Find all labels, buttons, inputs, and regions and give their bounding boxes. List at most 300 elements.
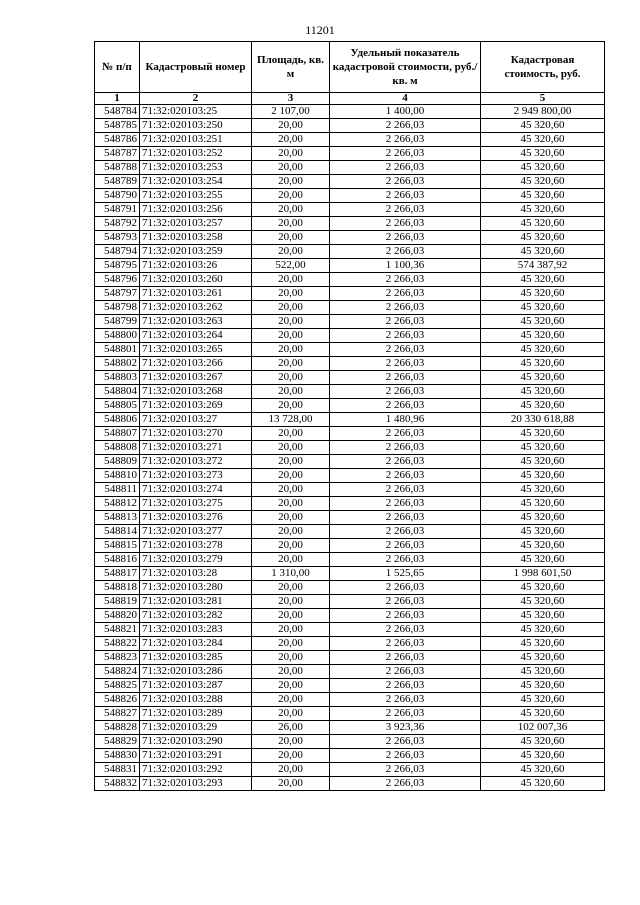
row-index-cell: 548798: [95, 301, 140, 315]
cadastral-value-cell: 45 320,60: [481, 497, 605, 511]
row-index-cell: 548792: [95, 217, 140, 231]
cadastral-number-cell: 71:32:020103:257: [140, 217, 252, 231]
header-area: Площадь, кв. м: [252, 42, 330, 93]
unit-value-cell: 2 266,03: [330, 189, 481, 203]
cadastral-value-cell: 45 320,60: [481, 749, 605, 763]
area-cell: 20,00: [252, 763, 330, 777]
cadastral-number-cell: 71:32:020103:282: [140, 609, 252, 623]
table-row: [95, 189, 605, 203]
cadastral-number-cell: 71:32:020103:287: [140, 679, 252, 693]
area-cell: 20,00: [252, 623, 330, 637]
row-index-cell: 548818: [95, 581, 140, 595]
table-row: [95, 329, 605, 343]
table-row: [95, 441, 605, 455]
unit-value-cell: 2 266,03: [330, 343, 481, 357]
area-cell: 20,00: [252, 203, 330, 217]
unit-value-cell: 2 266,03: [330, 399, 481, 413]
unit-value-cell: 2 266,03: [330, 679, 481, 693]
row-index-cell: 548822: [95, 637, 140, 651]
table-row: [95, 567, 605, 581]
row-index-cell: 548807: [95, 427, 140, 441]
area-cell: 20,00: [252, 357, 330, 371]
row-index-cell: 548832: [95, 777, 140, 791]
row-index-cell: 548812: [95, 497, 140, 511]
cadastral-number-cell: 71:32:020103:263: [140, 315, 252, 329]
table-row: [95, 623, 605, 637]
table-row: [95, 413, 605, 427]
cadastral-number-cell: 71:32:020103:274: [140, 483, 252, 497]
table-row: [95, 679, 605, 693]
row-index-cell: 548800: [95, 329, 140, 343]
row-index-cell: 548795: [95, 259, 140, 273]
cadastral-number-cell: 71:32:020103:251: [140, 133, 252, 147]
cadastral-value-cell: 45 320,60: [481, 623, 605, 637]
cadastral-value-cell: 45 320,60: [481, 189, 605, 203]
area-cell: 1 310,00: [252, 567, 330, 581]
table-row: [95, 203, 605, 217]
row-index-cell: 548786: [95, 133, 140, 147]
row-index-cell: 548805: [95, 399, 140, 413]
unit-value-cell: 3 923,36: [330, 721, 481, 735]
area-cell: 20,00: [252, 231, 330, 245]
cadastral-value-cell: 45 320,60: [481, 147, 605, 161]
row-index-cell: 548788: [95, 161, 140, 175]
cadastral-number-cell: 71:32:020103:291: [140, 749, 252, 763]
row-index-cell: 548810: [95, 469, 140, 483]
cadastral-number-cell: 71:32:020103:252: [140, 147, 252, 161]
cadastral-value-cell: 45 320,60: [481, 553, 605, 567]
unit-value-cell: 2 266,03: [330, 609, 481, 623]
area-cell: 20,00: [252, 469, 330, 483]
table-row: [95, 161, 605, 175]
column-number: 4: [330, 93, 481, 105]
cadastral-value-cell: 574 387,92: [481, 259, 605, 273]
cadastral-value-cell: 45 320,60: [481, 399, 605, 413]
cadastral-number-cell: 71:32:020103:259: [140, 245, 252, 259]
unit-value-cell: 2 266,03: [330, 469, 481, 483]
area-cell: 20,00: [252, 455, 330, 469]
area-cell: 522,00: [252, 259, 330, 273]
unit-value-cell: 2 266,03: [330, 539, 481, 553]
row-index-cell: 548826: [95, 693, 140, 707]
area-cell: 26,00: [252, 721, 330, 735]
unit-value-cell: 2 266,03: [330, 525, 481, 539]
unit-value-cell: 1 525,65: [330, 567, 481, 581]
table-row: [95, 707, 605, 721]
area-cell: 20,00: [252, 497, 330, 511]
row-index-cell: 548803: [95, 371, 140, 385]
column-number: 5: [481, 93, 605, 105]
area-cell: 20,00: [252, 147, 330, 161]
cadastral-number-cell: 71:32:020103:267: [140, 371, 252, 385]
area-cell: 2 107,00: [252, 105, 330, 119]
cadastral-value-cell: 45 320,60: [481, 133, 605, 147]
row-index-cell: 548790: [95, 189, 140, 203]
cadastral-value-cell: 45 320,60: [481, 735, 605, 749]
row-index-cell: 548796: [95, 273, 140, 287]
row-index-cell: 548797: [95, 287, 140, 301]
area-cell: 20,00: [252, 133, 330, 147]
cadastral-value-cell: 45 320,60: [481, 469, 605, 483]
cadastral-number-cell: 71:32:020103:293: [140, 777, 252, 791]
unit-value-cell: 2 266,03: [330, 357, 481, 371]
row-index-cell: 548828: [95, 721, 140, 735]
cadastral-number-cell: 71:32:020103:289: [140, 707, 252, 721]
area-cell: 20,00: [252, 735, 330, 749]
table-row: [95, 721, 605, 735]
unit-value-cell: 2 266,03: [330, 175, 481, 189]
cadastral-number-cell: 71:32:020103:29: [140, 721, 252, 735]
unit-value-cell: 2 266,03: [330, 777, 481, 791]
header-index: № п/п: [95, 42, 140, 93]
table-row: [95, 735, 605, 749]
header-row: [95, 42, 605, 93]
table-row: [95, 385, 605, 399]
unit-value-cell: 1 100,36: [330, 259, 481, 273]
cadastral-value-cell: 45 320,60: [481, 777, 605, 791]
area-cell: 20,00: [252, 651, 330, 665]
unit-value-cell: 2 266,03: [330, 651, 481, 665]
cadastral-value-cell: 45 320,60: [481, 217, 605, 231]
row-index-cell: 548815: [95, 539, 140, 553]
unit-value-cell: 2 266,03: [330, 119, 481, 133]
unit-value-cell: 2 266,03: [330, 735, 481, 749]
cadastral-value-cell: 45 320,60: [481, 483, 605, 497]
row-index-cell: 548821: [95, 623, 140, 637]
row-index-cell: 548784: [95, 105, 140, 119]
cadastral-value-cell: 45 320,60: [481, 637, 605, 651]
cadastral-value-cell: 2 949 800,00: [481, 105, 605, 119]
unit-value-cell: 2 266,03: [330, 623, 481, 637]
header-cadastral-value: Кадастровая стоимость, руб.: [481, 42, 605, 93]
area-cell: 20,00: [252, 385, 330, 399]
table-row: [95, 553, 605, 567]
area-cell: 20,00: [252, 707, 330, 721]
cadastral-value-cell: 45 320,60: [481, 609, 605, 623]
column-number: 3: [252, 93, 330, 105]
cadastral-number-cell: 71:32:020103:266: [140, 357, 252, 371]
cadastral-value-cell: 45 320,60: [481, 441, 605, 455]
table-row: [95, 147, 605, 161]
table-row: [95, 175, 605, 189]
cadastral-value-cell: 45 320,60: [481, 595, 605, 609]
cadastral-value-cell: 45 320,60: [481, 357, 605, 371]
table-row: [95, 455, 605, 469]
column-number-row: [95, 93, 605, 105]
area-cell: 20,00: [252, 665, 330, 679]
header-cadastral-number: Кадастровый номер: [140, 42, 252, 93]
row-index-cell: 548825: [95, 679, 140, 693]
table-row: [95, 497, 605, 511]
row-index-cell: 548789: [95, 175, 140, 189]
cadastral-value-cell: 45 320,60: [481, 161, 605, 175]
unit-value-cell: 2 266,03: [330, 763, 481, 777]
cadastral-value-cell: 45 320,60: [481, 329, 605, 343]
area-cell: 20,00: [252, 315, 330, 329]
cadastral-value-cell: 45 320,60: [481, 693, 605, 707]
table-row: [95, 427, 605, 441]
row-index-cell: 548809: [95, 455, 140, 469]
area-cell: 20,00: [252, 175, 330, 189]
unit-value-cell: 2 266,03: [330, 553, 481, 567]
cadastral-value-cell: 45 320,60: [481, 301, 605, 315]
cadastral-number-cell: 71:32:020103:270: [140, 427, 252, 441]
area-cell: 20,00: [252, 161, 330, 175]
table-row: [95, 763, 605, 777]
area-cell: 20,00: [252, 749, 330, 763]
unit-value-cell: 2 266,03: [330, 147, 481, 161]
table-row: [95, 217, 605, 231]
area-cell: 20,00: [252, 441, 330, 455]
area-cell: 20,00: [252, 273, 330, 287]
cadastral-number-cell: 71:32:020103:27: [140, 413, 252, 427]
area-cell: 20,00: [252, 511, 330, 525]
table-row: [95, 693, 605, 707]
table-row: [95, 315, 605, 329]
table-row: [95, 357, 605, 371]
cadastral-value-cell: 45 320,60: [481, 525, 605, 539]
cadastral-value-cell: 45 320,60: [481, 119, 605, 133]
area-cell: 20,00: [252, 371, 330, 385]
table-row: [95, 287, 605, 301]
row-index-cell: 548816: [95, 553, 140, 567]
row-index-cell: 548827: [95, 707, 140, 721]
cadastral-number-cell: 71:32:020103:261: [140, 287, 252, 301]
table-row: [95, 245, 605, 259]
column-number: 2: [140, 93, 252, 105]
cadastral-number-cell: 71:32:020103:283: [140, 623, 252, 637]
unit-value-cell: 2 266,03: [330, 749, 481, 763]
cadastral-value-cell: 45 320,60: [481, 245, 605, 259]
row-index-cell: 548830: [95, 749, 140, 763]
cadastral-value-cell: 45 320,60: [481, 231, 605, 245]
row-index-cell: 548791: [95, 203, 140, 217]
cadastral-number-cell: 71:32:020103:250: [140, 119, 252, 133]
area-cell: 20,00: [252, 343, 330, 357]
cadastral-number-cell: 71:32:020103:25: [140, 105, 252, 119]
unit-value-cell: 2 266,03: [330, 203, 481, 217]
cadastral-value-cell: 45 320,60: [481, 175, 605, 189]
area-cell: 20,00: [252, 637, 330, 651]
row-index-cell: 548811: [95, 483, 140, 497]
area-cell: 20,00: [252, 609, 330, 623]
cadastral-number-cell: 71:32:020103:264: [140, 329, 252, 343]
table-row: [95, 665, 605, 679]
unit-value-cell: 2 266,03: [330, 497, 481, 511]
unit-value-cell: 2 266,03: [330, 483, 481, 497]
row-index-cell: 548808: [95, 441, 140, 455]
unit-value-cell: 2 266,03: [330, 217, 481, 231]
area-cell: 20,00: [252, 483, 330, 497]
unit-value-cell: 2 266,03: [330, 707, 481, 721]
cadastral-number-cell: 71:32:020103:285: [140, 651, 252, 665]
cadastral-value-cell: 45 320,60: [481, 315, 605, 329]
cadastral-number-cell: 71:32:020103:255: [140, 189, 252, 203]
row-index-cell: 548794: [95, 245, 140, 259]
cadastral-number-cell: 71:32:020103:273: [140, 469, 252, 483]
area-cell: 20,00: [252, 553, 330, 567]
cadastral-value-cell: 45 320,60: [481, 679, 605, 693]
area-cell: 20,00: [252, 581, 330, 595]
cadastral-value-cell: 45 320,60: [481, 455, 605, 469]
area-cell: 20,00: [252, 301, 330, 315]
row-index-cell: 548831: [95, 763, 140, 777]
cadastral-number-cell: 71:32:020103:279: [140, 553, 252, 567]
unit-value-cell: 1 400,00: [330, 105, 481, 119]
row-index-cell: 548829: [95, 735, 140, 749]
area-cell: 20,00: [252, 119, 330, 133]
area-cell: 20,00: [252, 189, 330, 203]
unit-value-cell: 2 266,03: [330, 595, 481, 609]
cadastral-value-cell: 45 320,60: [481, 203, 605, 217]
area-cell: 13 728,00: [252, 413, 330, 427]
table-row: [95, 231, 605, 245]
cadastral-value-cell: 45 320,60: [481, 343, 605, 357]
cadastral-number-cell: 71:32:020103:265: [140, 343, 252, 357]
unit-value-cell: 2 266,03: [330, 371, 481, 385]
cadastral-value-cell: 1 998 601,50: [481, 567, 605, 581]
unit-value-cell: 2 266,03: [330, 287, 481, 301]
area-cell: 20,00: [252, 399, 330, 413]
cadastral-number-cell: 71:32:020103:268: [140, 385, 252, 399]
unit-value-cell: 2 266,03: [330, 301, 481, 315]
cadastral-value-cell: 45 320,60: [481, 707, 605, 721]
unit-value-cell: 2 266,03: [330, 665, 481, 679]
table-row: [95, 637, 605, 651]
cadastral-number-cell: 71:32:020103:276: [140, 511, 252, 525]
table-row: [95, 119, 605, 133]
cadastral-number-cell: 71:32:020103:286: [140, 665, 252, 679]
area-cell: 20,00: [252, 217, 330, 231]
cadastral-value-cell: 45 320,60: [481, 763, 605, 777]
cadastral-value-cell: 45 320,60: [481, 273, 605, 287]
area-cell: 20,00: [252, 525, 330, 539]
cadastral-value-cell: 45 320,60: [481, 385, 605, 399]
row-index-cell: 548804: [95, 385, 140, 399]
cadastral-number-cell: 71:32:020103:256: [140, 203, 252, 217]
row-index-cell: 548824: [95, 665, 140, 679]
table-row: [95, 133, 605, 147]
cadastral-value-cell: 102 007,36: [481, 721, 605, 735]
table-row: [95, 595, 605, 609]
row-index-cell: 548817: [95, 567, 140, 581]
table-row: [95, 259, 605, 273]
unit-value-cell: 2 266,03: [330, 455, 481, 469]
table-row: [95, 343, 605, 357]
unit-value-cell: 2 266,03: [330, 693, 481, 707]
cadastral-number-cell: 71:32:020103:281: [140, 595, 252, 609]
cadastral-number-cell: 71:32:020103:28: [140, 567, 252, 581]
cadastral-number-cell: 71:32:020103:277: [140, 525, 252, 539]
area-cell: 20,00: [252, 427, 330, 441]
row-index-cell: 548813: [95, 511, 140, 525]
unit-value-cell: 2 266,03: [330, 315, 481, 329]
table-body: [95, 105, 605, 791]
cadastral-number-cell: 71:32:020103:280: [140, 581, 252, 595]
cadastral-number-cell: 71:32:020103:292: [140, 763, 252, 777]
table-row: [95, 399, 605, 413]
area-cell: 20,00: [252, 679, 330, 693]
row-index-cell: 548814: [95, 525, 140, 539]
row-index-cell: 548819: [95, 595, 140, 609]
unit-value-cell: 2 266,03: [330, 441, 481, 455]
table-row: [95, 105, 605, 119]
cadastral-value-cell: 45 320,60: [481, 651, 605, 665]
unit-value-cell: 2 266,03: [330, 231, 481, 245]
cadastral-number-cell: 71:32:020103:253: [140, 161, 252, 175]
cadastral-number-cell: 71:32:020103:258: [140, 231, 252, 245]
cadastral-number-cell: 71:32:020103:275: [140, 497, 252, 511]
cadastral-number-cell: 71:32:020103:284: [140, 637, 252, 651]
table-row: [95, 777, 605, 791]
page-number: 11201: [305, 23, 335, 37]
cadastral-value-cell: 20 330 618,88: [481, 413, 605, 427]
area-cell: 20,00: [252, 777, 330, 791]
cadastral-number-cell: 71:32:020103:254: [140, 175, 252, 189]
table-row: [95, 539, 605, 553]
cadastral-value-cell: 45 320,60: [481, 539, 605, 553]
cadastral-value-cell: 45 320,60: [481, 665, 605, 679]
table-row: [95, 525, 605, 539]
row-index-cell: 548820: [95, 609, 140, 623]
table-row: [95, 371, 605, 385]
unit-value-cell: 2 266,03: [330, 133, 481, 147]
cadastral-value-cell: 45 320,60: [481, 581, 605, 595]
unit-value-cell: 2 266,03: [330, 161, 481, 175]
unit-value-cell: 2 266,03: [330, 245, 481, 259]
row-index-cell: 548801: [95, 343, 140, 357]
area-cell: 20,00: [252, 245, 330, 259]
cadastral-value-cell: 45 320,60: [481, 427, 605, 441]
table-row: [95, 609, 605, 623]
unit-value-cell: 2 266,03: [330, 273, 481, 287]
cadastral-number-cell: 71:32:020103:290: [140, 735, 252, 749]
cadastral-number-cell: 71:32:020103:26: [140, 259, 252, 273]
cadastral-number-cell: 71:32:020103:262: [140, 301, 252, 315]
row-index-cell: 548785: [95, 119, 140, 133]
unit-value-cell: 2 266,03: [330, 637, 481, 651]
table-row: [95, 651, 605, 665]
cadastral-number-cell: 71:32:020103:260: [140, 273, 252, 287]
cadastral-value-cell: 45 320,60: [481, 511, 605, 525]
cadastral-value-cell: 45 320,60: [481, 371, 605, 385]
table-row: [95, 469, 605, 483]
cadastral-number-cell: 71:32:020103:278: [140, 539, 252, 553]
table-row: [95, 511, 605, 525]
row-index-cell: 548806: [95, 413, 140, 427]
cadastral-number-cell: 71:32:020103:269: [140, 399, 252, 413]
table-row: [95, 301, 605, 315]
table-row: [95, 581, 605, 595]
column-number: 1: [95, 93, 140, 105]
table-row: [95, 749, 605, 763]
area-cell: 20,00: [252, 329, 330, 343]
area-cell: 20,00: [252, 287, 330, 301]
cadastral-value-table: [94, 41, 605, 791]
unit-value-cell: 2 266,03: [330, 581, 481, 595]
cadastral-value-cell: 45 320,60: [481, 287, 605, 301]
row-index-cell: 548799: [95, 315, 140, 329]
area-cell: 20,00: [252, 693, 330, 707]
area-cell: 20,00: [252, 595, 330, 609]
unit-value-cell: 1 480,96: [330, 413, 481, 427]
area-cell: 20,00: [252, 539, 330, 553]
cadastral-number-cell: 71:32:020103:271: [140, 441, 252, 455]
table-row: [95, 483, 605, 497]
unit-value-cell: 2 266,03: [330, 385, 481, 399]
row-index-cell: 548787: [95, 147, 140, 161]
cadastral-number-cell: 71:32:020103:272: [140, 455, 252, 469]
